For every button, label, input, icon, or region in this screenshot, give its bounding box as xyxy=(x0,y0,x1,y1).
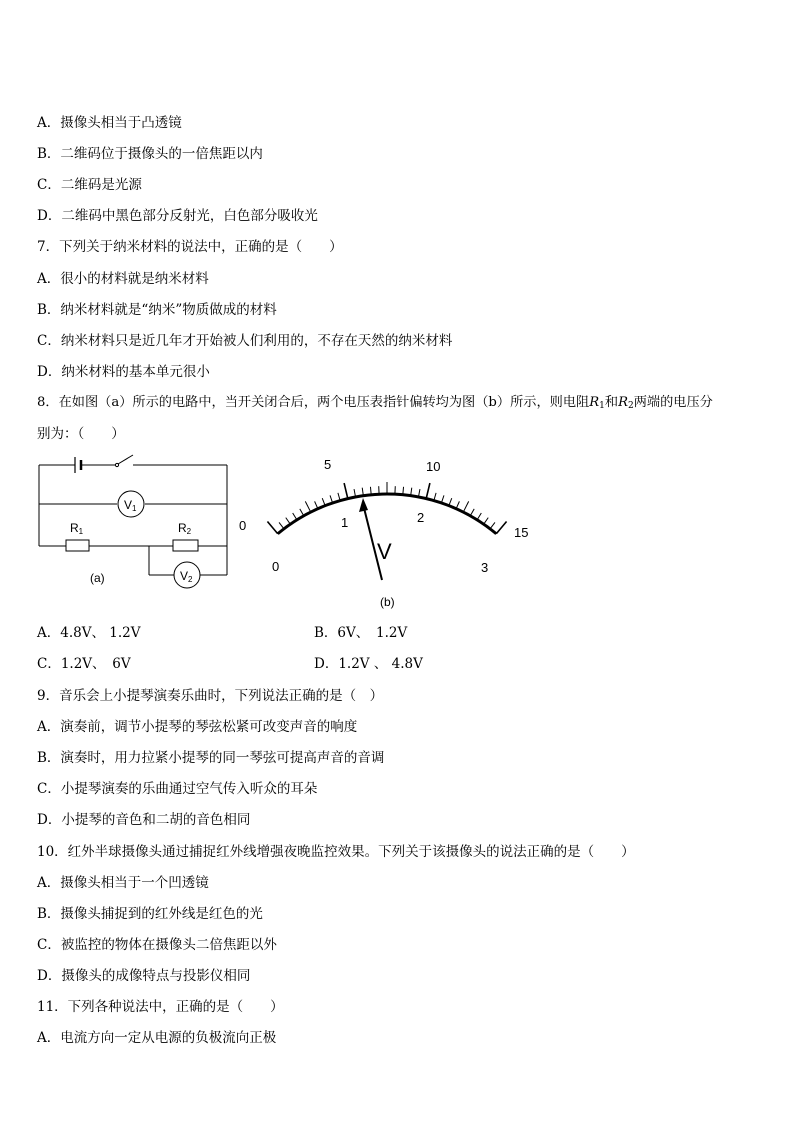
dial-tick xyxy=(463,501,468,512)
figure-b-caption: (b) xyxy=(380,595,395,609)
q8-option-c: C．1.2V、 6V xyxy=(37,656,131,672)
q9-stem: 9．音乐会上小提琴演奏乐曲时，下列说法正确的是（ ） xyxy=(37,688,384,704)
q8-stem-pre: 8．在如图（a）所示的电路中，当开关闭合后，两个电压表指针偏转均为图（b）所示，则电阻 xyxy=(37,395,590,410)
dial-tick xyxy=(305,501,310,512)
q10-option-b: B．摄像头捕捉到的红外线是红色的光 xyxy=(37,906,263,922)
voltmeter-dial xyxy=(232,452,542,614)
switch-blade xyxy=(118,455,133,464)
q10-option-a: A．摄像头相当于一个凹透镜 xyxy=(37,875,209,891)
resistor-r1 xyxy=(66,540,89,551)
q7-option-d: D．纳米材料的基本单元很小 xyxy=(37,364,210,380)
q7-option-c: C．纳米材料只是近几年才开始被人们利用的，不存在天然的纳米材料 xyxy=(37,333,453,349)
upper-label-10: 10 xyxy=(426,459,441,474)
upper-label-15: 15 xyxy=(514,525,529,540)
q6-option-c: C．二维码是光源 xyxy=(37,177,142,193)
dial-arc xyxy=(278,494,497,534)
q9-option-d: D．小提琴的音色和二胡的音色相同 xyxy=(37,812,251,828)
q7-option-b: B．纳米材料就是“纳米”物质做成的材料 xyxy=(37,302,277,318)
q9-option-b: B．演奏时，用力拉紧小提琴的同一琴弦可提高声音的音调 xyxy=(37,750,385,766)
dial-tick xyxy=(470,509,474,516)
dial-tick xyxy=(456,501,459,508)
q8-option-a: A．4.8V、 1.2V xyxy=(37,625,141,641)
dial-unit: V xyxy=(377,539,392,564)
q8-stem-post: 两端的电压分 xyxy=(633,395,713,410)
lower-label-3: 3 xyxy=(481,560,489,575)
r1-label: R1 xyxy=(70,521,84,536)
q9-option-a: A．演奏前，调节小提琴的琴弦松紧可改变声音的响度 xyxy=(37,719,358,735)
upper-label-0: 0 xyxy=(239,518,247,533)
dial-tick xyxy=(344,483,348,499)
dial-tick xyxy=(286,518,291,525)
lower-label-2: 2 xyxy=(417,510,425,525)
lower-label-1: 1 xyxy=(341,515,349,530)
lower-label-0: 0 xyxy=(272,559,280,574)
q8-stem-r1-sub: 1 xyxy=(599,401,605,411)
q8-option-b: B．6V、 1.2V xyxy=(314,625,408,641)
dial-tick xyxy=(315,501,318,508)
dial-ticks xyxy=(267,482,506,534)
q8-stem-r1: R xyxy=(589,395,600,410)
circuit-diagram xyxy=(30,450,240,590)
figure-a-caption: (a) xyxy=(90,571,105,585)
q8-stem-line2: 别为：（ ） xyxy=(37,426,125,442)
q6-option-a: A．摄像头相当于凸透镜 xyxy=(37,115,182,131)
dial-tick xyxy=(267,522,277,534)
upper-label-5: 5 xyxy=(324,457,332,472)
q6-option-b: B．二维码位于摄像头的一倍焦距以内 xyxy=(37,146,263,162)
r2-label: R2 xyxy=(178,521,192,536)
q6-option-d: D．二维码中黑色部分反射光，白色部分吸收光 xyxy=(37,208,318,224)
dial-tick xyxy=(300,509,304,516)
dial-tick xyxy=(322,498,325,505)
needle-arrowhead xyxy=(359,498,368,512)
dial-tick xyxy=(426,483,430,499)
q8-option-d: D．1.2V 、 4.8V xyxy=(314,656,423,672)
q11-option-a: A．电流方向一定从电源的负极流向正极 xyxy=(37,1030,277,1046)
v2-label: V2 xyxy=(180,569,193,584)
dial-tick xyxy=(490,522,495,528)
q11-stem: 11．下列各种说法中，正确的是（ ） xyxy=(37,999,284,1015)
dial-tick xyxy=(293,513,297,520)
q8-stem xyxy=(37,394,713,415)
dial-tick xyxy=(449,498,452,505)
q8-stem-r2: R xyxy=(618,395,628,410)
q9-option-c: C．小提琴演奏的乐曲通过空气传入听众的耳朵 xyxy=(37,781,318,797)
q7-stem: 7．下列关于纳米材料的说法中，正确的是（ ） xyxy=(37,239,343,255)
dial-tick xyxy=(477,513,481,520)
dial-tick xyxy=(496,522,506,534)
q10-option-c: C．被监控的物体在摄像头二倍焦距以外 xyxy=(37,937,277,953)
dial-tick xyxy=(484,518,489,525)
v1-label: V1 xyxy=(124,498,137,513)
q8-stem-r2-sub: 2 xyxy=(628,401,634,411)
dial-tick xyxy=(279,522,284,528)
q10-option-d: D．摄像头的成像特点与投影仪相同 xyxy=(37,968,251,984)
resistor-r2 xyxy=(173,540,198,551)
q8-stem-mid: 和 xyxy=(604,395,619,410)
q7-option-a: A．很小的材料就是纳米材料 xyxy=(37,271,209,287)
q10-stem: 10．红外半球摄像头通过捕捉红外线增强夜晚监控效果。下列关于该摄像头的说法正确的是（ ） xyxy=(37,844,635,860)
